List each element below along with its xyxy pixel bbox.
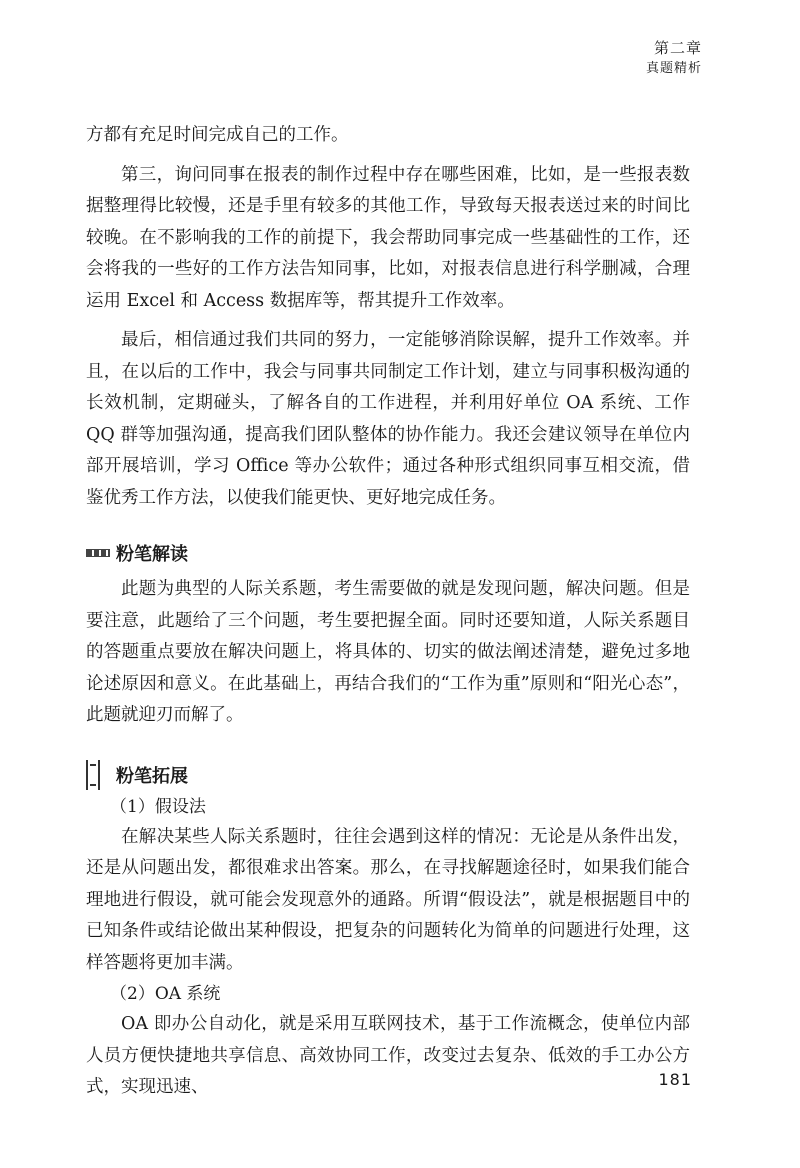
section-title: 粉笔拓展 [116,765,188,787]
paragraph: 此题为典型的人际关系题，考生需要做的就是发现问题，解决问题。但是要注意，此题给了三个问题，考生要把握全面。同时还要知道，人际关系题目的答题重点要放在解决问题上，将具体的、切实的做法阐述清楚，避免过多地论述原因和意义。在此基础上，再结合我们的“工作为重”原则和“阳光心态”，此题就迎刃而解了。 [86,579,690,725]
paragraph: OA 即办公自动化，就是采用互联网技术，基于工作流概念，使单位内部人员方便快捷地共享信息、高效协同工作，改变过去复杂、低效的手工办公方式，实现迅速、 [86,1014,690,1097]
page-header [646,38,702,78]
section-heading-analysis [86,538,690,568]
subheading: （2）OA 系统 [110,984,221,1004]
paragraph: 最后，相信通过我们共同的努力，一定能够消除误解，提升工作效率。并且，在以后的工作中，我会与同事共同制定工作计划，建立与同事积极沟通的长效机制，定期碰头，了解各自的工作进程，并利用好单位 OA 系统、工作 QQ 群等加强沟通，提高我们团队整体的协作能力。我还会建议领导在单位内部开展培训，学习 Office 等办公软件；通过各种形式组织同事互相交流，借鉴优秀工作方法，以使我们能更快、更好地完成任务。 [86,330,690,508]
subheading: （1）假设法 [110,796,206,817]
section-title: 粉笔解读 [116,544,188,565]
page-body [86,120,690,1104]
paragraph: 方都有充足时间完成自己的工作。 [86,125,349,145]
paragraph: 在解决某些人际关系题时，往往会遇到这样的情况：无论是从条件出发，还是从问题出发，都很难求出答案。那么，在寻找解题途径时，如果我们能合理地进行假设，就可能会发现意外的通路。所谓“假设法”，就是根据题目中的已知条件或结论做出某种假设，把复杂的问题转化为简单的问题进行处理，这样答题将更加丰满。 [86,826,690,973]
paragraph: 第三，询问同事在报表的制作过程中存在哪些困难，比如，是一些报表数据整理得比较慢，还是手里有较多的其他工作，导致每天报表送过来的时间比较晚。在不影响我的工作的前提下，我会帮助同事完成一些基础性的工作，还会将我的一些好的工作方法告知同事，比如，对报表信息进行科学删减，合理运用 Excel 和 Access 数据库等，帮其提升工作效率。 [86,164,690,311]
chapter-label: 第二章 [653,39,702,57]
book-icon [86,760,100,790]
bar-icon [86,549,110,557]
section-label: 真题精析 [645,61,702,76]
page-number: 181 [658,1070,692,1089]
section-heading-extension [86,760,690,790]
